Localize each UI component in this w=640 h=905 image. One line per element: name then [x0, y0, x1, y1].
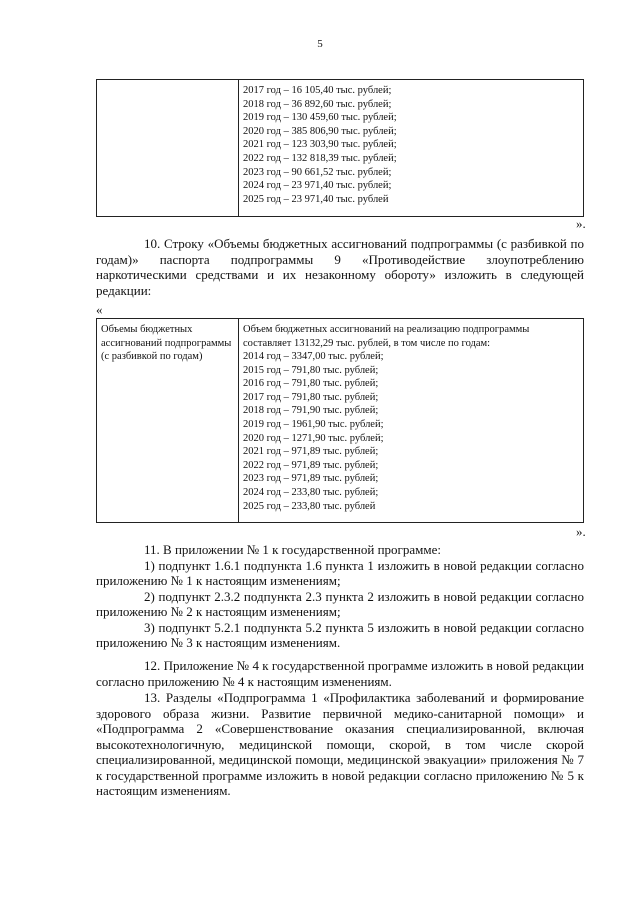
year-allocations-list — [243, 350, 384, 513]
year-allocation-line: 2022 год – 132 818,39 тыс. рублей; — [243, 152, 397, 164]
year-allocation-line: 2020 год – 1271,90 тыс. рублей; — [243, 432, 384, 444]
paragraph-11-item-1: 1) подпункт 1.6.1 подпункта 1.6 пункта 1 изложить в новой редакции согласно приложению № 1 к настоящим изменениям; — [96, 557, 584, 588]
table1-closing-quote: ». — [576, 216, 586, 231]
year-allocation-line: 2023 год – 90 661,52 тыс. рублей; — [243, 166, 392, 178]
budget-table-subprogram-9 — [96, 318, 584, 523]
budget-table-continuation — [96, 79, 584, 217]
year-allocation-line: 2017 год – 791,80 тыс. рублей; — [243, 391, 379, 403]
paragraph-10: 10. Строку «Объемы бюджетных ассигнований подпрограммы (с разбивкой по годам)» паспорта подпрограммы 9 «Противодействие злоупотреблению наркотическими средствами и их незаконному обороту» изложить в следующей редакции: — [96, 236, 584, 298]
paragraph-11-item-2: 2) подпункт 2.3.2 подпункта 2.3 пункта 2 изложить в новой редакции согласно приложению № 2 к настоящим изменениям; — [96, 588, 584, 619]
table2-opening-quote: « — [96, 302, 103, 317]
year-allocation-line: 2024 год – 233,80 тыс. рублей; — [243, 486, 379, 498]
year-allocation-line: 2017 год – 16 105,40 тыс. рублей; — [243, 85, 392, 96]
page-number: 5 — [317, 38, 323, 50]
table-divider — [238, 319, 239, 522]
budget-intro-text: Объем бюджетных ассигнований на реализацию подпрограммы составляет 13132,29 тыс. рублей, в том числе по годам: — [243, 324, 530, 349]
table-divider — [238, 80, 239, 216]
year-allocation-line: 2019 год – 1961,90 тыс. рублей; — [243, 418, 384, 430]
paragraph-11-title: 11. В приложении № 1 к государственной программе: — [144, 542, 441, 557]
year-allocation-line: 2021 год – 123 303,90 тыс. рублей; — [243, 139, 397, 151]
paragraph-13: 13. Разделы «Подпрограмма 1 «Профилактика заболеваний и формирование здорового образа жизни. Развитие первичной медико-санитарной помощи» и «Подпрограмма 2 «Совершенствование оказания специализированной, включая высокотехнологичную, медицинской помощи, скорой, в том числе скорой специализированной, медицинской помощи, медицинской эвакуации» приложения № 7 к государственной программе изложить в новой редакции согласно приложению № 5 к настоящим изменениям. — [96, 690, 584, 798]
year-allocation-line: 2025 год – 23 971,40 тыс. рублей — [243, 193, 389, 205]
year-allocation-line: 2022 год – 971,89 тыс. рублей; — [243, 459, 379, 471]
table2-closing-quote: ». — [576, 524, 586, 539]
year-allocation-line: 2023 год – 971,89 тыс. рублей; — [243, 473, 379, 485]
year-allocation-line: 2018 год – 791,90 тыс. рублей; — [243, 405, 379, 417]
year-allocation-line: 2018 год – 36 892,60 тыс. рублей; — [243, 98, 392, 110]
year-allocation-line: 2020 год – 385 806,90 тыс. рублей; — [243, 125, 397, 137]
paragraph-11-item-3: 3) подпункт 5.2.1 подпункта 5.2 пункта 5 изложить в новой редакции согласно приложению № 3 к настоящим изменениям. — [96, 619, 584, 650]
year-allocation-line: 2015 год – 791,80 тыс. рублей; — [243, 364, 379, 376]
year-allocation-line: 2016 год – 791,80 тыс. рублей; — [243, 378, 379, 390]
year-allocation-line: 2025 год – 233,80 тыс. рублей — [243, 500, 376, 512]
year-allocation-line: 2024 год – 23 971,40 тыс. рублей; — [243, 180, 392, 192]
paragraph-12: 12. Приложение № 4 к государственной программе изложить в новой редакции согласно приложению № 4 к настоящим изменениям. — [96, 658, 584, 689]
paragraph-11 — [96, 542, 584, 651]
year-allocation-line: 2014 год – 3347,00 тыс. рублей; — [243, 351, 384, 362]
budget-label-cell: Объемы бюджетных ассигнований подпрограммы (с разбивкой по годам) — [101, 324, 232, 363]
year-allocation-line: 2021 год – 971,89 тыс. рублей; — [243, 446, 379, 458]
year-allocations-list — [243, 84, 397, 206]
year-allocation-line: 2019 год – 130 459,60 тыс. рублей; — [243, 112, 397, 124]
